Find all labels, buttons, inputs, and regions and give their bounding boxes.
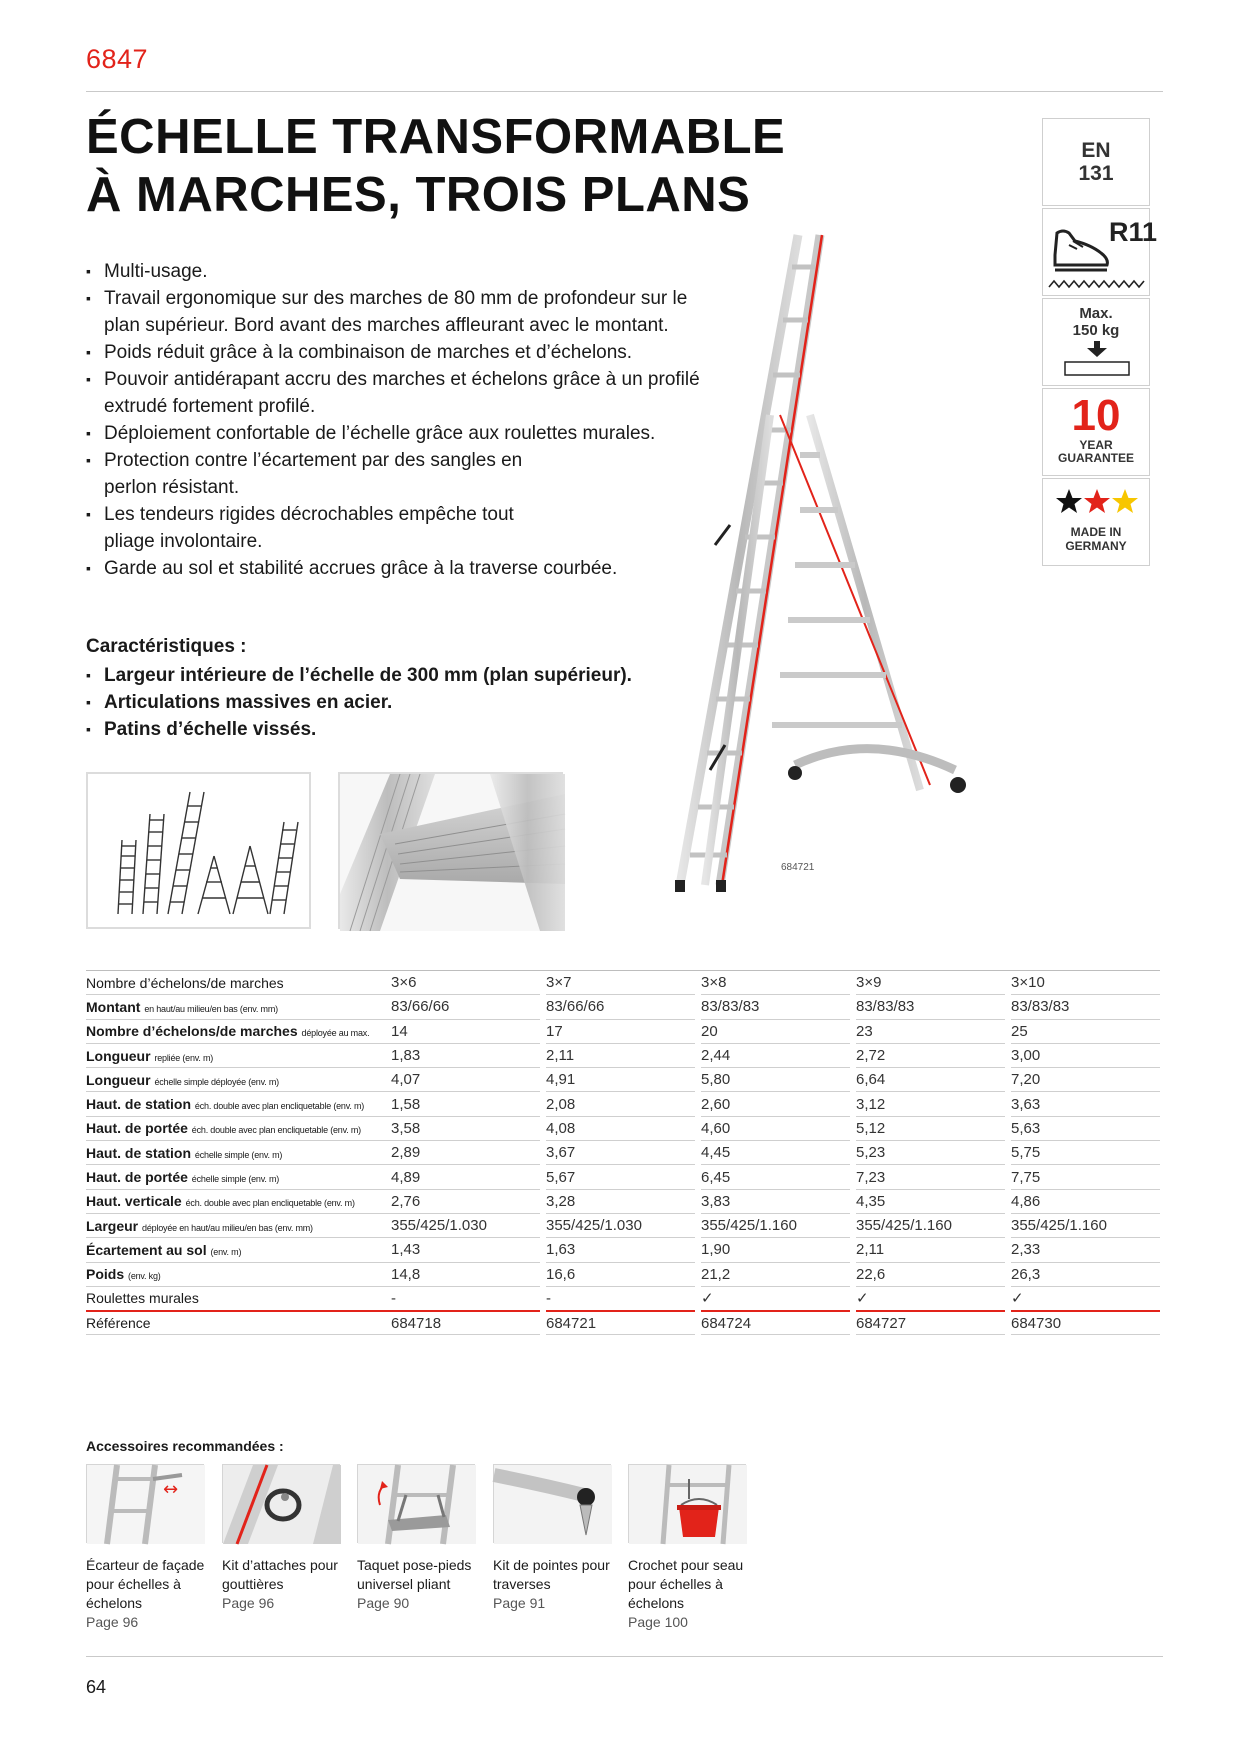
spec-value: ✓: [1011, 1286, 1160, 1310]
spec-value: 1,43: [391, 1238, 540, 1262]
accessories-title: Accessoires recommandées :: [86, 1438, 284, 1454]
spec-label-main: Largeur: [86, 1217, 139, 1234]
spec-label: [86, 995, 391, 1019]
spec-row: [86, 1141, 1160, 1165]
spec-label: [86, 1165, 391, 1189]
spec-value: 5,23: [856, 1141, 1005, 1165]
spec-label-main: Référence: [86, 1315, 151, 1332]
spec-row: [86, 1213, 1160, 1237]
accessory-item[interactable]: Kit d’attaches pour gouttières Page 96: [222, 1464, 350, 1613]
spec-label-qualifier: déployée en haut/au milieu/en bas (env. mm): [142, 1222, 313, 1233]
spec-value: 4,08: [546, 1116, 695, 1140]
spec-value: 83/83/83: [856, 995, 1005, 1019]
feature-item: ▪ Protection contre l’écartement par des sangles en perlon résistant.: [86, 447, 526, 501]
spec-value: 3×7: [546, 971, 695, 995]
page-number: 64: [86, 1677, 107, 1697]
spec-value: 4,07: [391, 1068, 540, 1092]
spec-label: [86, 1213, 391, 1237]
spec-value: 2,33: [1011, 1238, 1160, 1262]
spec-label-main: Haut. de station: [86, 1144, 192, 1161]
spec-value: 684730: [1011, 1311, 1160, 1335]
spec-row: [86, 1019, 1160, 1043]
made-in-germany-badge: MADE IN GERMANY: [1042, 478, 1150, 566]
characteristics-title: Caractéristiques :: [86, 636, 247, 657]
characteristic-item: ▪ Articulations massives en acier.: [86, 689, 632, 716]
three-stars-icon: [1043, 479, 1151, 519]
feature-item: ▪ Déploiement confortable de l’échelle grâce aux roulettes murales.: [86, 420, 726, 447]
spec-row: [86, 971, 1160, 995]
spec-value: 5,63: [1011, 1116, 1160, 1140]
spec-value: 2,76: [391, 1189, 540, 1213]
feature-list: [86, 258, 726, 582]
spec-value: 83/66/66: [546, 995, 695, 1019]
spec-value: 355/425/1.030: [546, 1213, 695, 1237]
accessory-item[interactable]: Kit de pointes pour traverses Page 91: [493, 1464, 621, 1613]
feature-item: ▪ Multi-usage.: [86, 258, 726, 285]
spec-row: [86, 1238, 1160, 1262]
spec-value: 25: [1011, 1019, 1160, 1043]
svg-text:↔: ↔: [163, 1479, 179, 1500]
spec-label-main: Poids: [86, 1266, 125, 1283]
spec-value: 2,11: [856, 1238, 1005, 1262]
spec-value: 3×10: [1011, 971, 1160, 995]
accessory-image-spike-kit: [493, 1464, 611, 1543]
spec-value: 5,75: [1011, 1141, 1160, 1165]
spec-value: 21,2: [701, 1262, 850, 1286]
spec-value: 355/425/1.160: [1011, 1213, 1160, 1237]
spec-value: 26,3: [1011, 1262, 1160, 1286]
feature-item: ▪ Pouvoir antidérapant accru des marches et échelons grâce à un profilé extrudé fortement profilé.: [86, 366, 726, 420]
spec-row: [86, 995, 1160, 1019]
spec-value: 1,90: [701, 1238, 850, 1262]
spec-value: 684724: [701, 1311, 850, 1335]
spec-label-main: Nombre d’échelons/de marches: [86, 974, 284, 991]
spec-label-main: Haut. de station: [86, 1096, 192, 1113]
characteristics-list: [86, 662, 632, 743]
spec-label-qualifier: en haut/au milieu/en bas (env. mm): [144, 1003, 278, 1014]
ladder-product-photo: [670, 225, 1070, 905]
spec-label-qualifier: échelle simple (env. m): [194, 1149, 283, 1160]
accessory-item[interactable]: Taquet pose-pieds universel pliant Page 90: [357, 1464, 485, 1613]
spec-label-qualifier: repliée (env. m): [154, 1052, 214, 1063]
r11-badge: [1042, 208, 1158, 296]
spec-value: 5,12: [856, 1116, 1005, 1140]
spec-row: [86, 1311, 1160, 1335]
spec-value: 1,63: [546, 1238, 695, 1262]
spec-label: [86, 1068, 391, 1092]
spec-value: 17: [546, 1019, 695, 1043]
svg-text:R11: R11: [1109, 217, 1158, 247]
spec-value: 7,75: [1011, 1165, 1160, 1189]
spec-row: [86, 1092, 1160, 1116]
spec-value: 7,23: [856, 1165, 1005, 1189]
spec-label-qualifier: (env. kg): [128, 1271, 161, 1282]
spec-value: 355/425/1.030: [391, 1213, 540, 1237]
spec-value: 83/83/83: [701, 995, 850, 1019]
spec-value: 4,89: [391, 1165, 540, 1189]
spec-value: 7,20: [1011, 1068, 1160, 1092]
spec-row: [86, 1165, 1160, 1189]
spec-label-main: Nombre d’échelons/de marches: [86, 1023, 298, 1040]
spec-label: [86, 1092, 391, 1116]
spec-value: 3×6: [391, 971, 540, 995]
spec-value: 5,67: [546, 1165, 695, 1189]
spec-row: [86, 1286, 1160, 1310]
safety-shoe-icon: [1043, 209, 1158, 297]
spec-value: 2,44: [701, 1043, 850, 1067]
page-title: [86, 108, 785, 224]
spec-label: [86, 1189, 391, 1213]
spec-value: 2,08: [546, 1092, 695, 1116]
spec-label-qualifier: éch. double avec plan encliquetable (env. m): [194, 1101, 365, 1112]
title-line-2: À MARCHES, TROIS PLANS: [86, 168, 751, 222]
spec-label: [86, 1019, 391, 1043]
spec-label: [86, 1116, 391, 1140]
max-load-badge: [1042, 298, 1150, 386]
spec-value: 23: [856, 1019, 1005, 1043]
certification-badges: [1042, 118, 1158, 568]
feature-item: ▪ Garde au sol et stabilité accrues grâce à la traverse courbée.: [86, 555, 726, 582]
spec-value: 4,60: [701, 1116, 850, 1140]
spec-value: 3×8: [701, 971, 850, 995]
spec-row: [86, 1116, 1160, 1140]
spec-value: 22,6: [856, 1262, 1005, 1286]
spec-value: 14: [391, 1019, 540, 1043]
spec-label: [86, 1286, 391, 1310]
spec-value: -: [546, 1286, 695, 1310]
characteristic-item: ▪ Largeur intérieure de l’échelle de 300 mm (plan supérieur).: [86, 662, 632, 689]
spec-value: 20: [701, 1019, 850, 1043]
top-divider: [86, 91, 1163, 92]
feature-item: ▪ Poids réduit grâce à la combinaison de marches et d’échelons.: [86, 339, 726, 366]
accessory-image-facade-spacer: [86, 1464, 204, 1543]
spec-value: ✓: [856, 1286, 1005, 1310]
spec-value: 3,67: [546, 1141, 695, 1165]
spec-value: 3×9: [856, 971, 1005, 995]
spec-value: 2,72: [856, 1043, 1005, 1067]
specification-table: [86, 970, 1160, 1335]
spec-value: ✓: [701, 1286, 850, 1310]
spec-value: 4,35: [856, 1189, 1005, 1213]
accessory-image-foot-rest: [357, 1464, 475, 1543]
spec-label: [86, 1262, 391, 1286]
spec-value: 1,83: [391, 1043, 540, 1067]
spec-value: 3,12: [856, 1092, 1005, 1116]
spec-value: 83/66/66: [391, 995, 540, 1019]
accessory-item[interactable]: Crochet pour seau pour échelles à échelons Page 100: [628, 1464, 756, 1632]
spec-label-main: Roulettes murales: [86, 1290, 199, 1307]
bottom-divider: [86, 1656, 1163, 1657]
down-arrow-icon: [1043, 339, 1151, 379]
spec-value: 4,91: [546, 1068, 695, 1092]
spec-label-qualifier: échelle simple déployée (env. m): [154, 1076, 279, 1087]
spec-value: 3,63: [1011, 1092, 1160, 1116]
product-code: 6847: [86, 44, 149, 74]
spec-row: [86, 1068, 1160, 1092]
guarantee-badge: 10 YEAR GUARANTEE: [1042, 388, 1150, 476]
spec-value: 1,58: [391, 1092, 540, 1116]
accessory-item[interactable]: ↔ Écarteur de façade pour échelles à échelons Page 96: [86, 1464, 214, 1632]
spec-label-qualifier: déployée au max.: [301, 1028, 370, 1039]
spec-row: [86, 1043, 1160, 1067]
spec-value: -: [391, 1286, 540, 1310]
spec-label-main: Longueur: [86, 1047, 151, 1064]
spec-label-qualifier: (env. m): [210, 1246, 242, 1257]
spec-label-main: Haut. de portée: [86, 1169, 188, 1186]
title-line-1: ÉCHELLE TRANSFORMABLE: [86, 110, 786, 164]
spec-label-main: Longueur: [86, 1071, 151, 1088]
spec-label: [86, 1238, 391, 1262]
spec-value: 3,58: [391, 1116, 540, 1140]
spec-value: 355/425/1.160: [701, 1213, 850, 1237]
ladder-configurations-image: [86, 772, 311, 929]
spec-value: 6,45: [701, 1165, 850, 1189]
spec-value: 684721: [546, 1311, 695, 1335]
spec-value: 2,89: [391, 1141, 540, 1165]
spec-value: 16,6: [546, 1262, 695, 1286]
accessory-image-bucket-hook: [628, 1464, 746, 1543]
spec-label-main: Écartement au sol: [86, 1241, 207, 1258]
spec-value: 3,28: [546, 1189, 695, 1213]
spec-label-main: Haut. verticale: [86, 1193, 182, 1210]
spec-value: 14,8: [391, 1262, 540, 1286]
spec-label-main: Haut. de portée: [86, 1120, 188, 1137]
spec-label: [86, 1141, 391, 1165]
spec-value: 355/425/1.160: [856, 1213, 1005, 1237]
spec-value: 4,45: [701, 1141, 850, 1165]
spec-label: [86, 971, 391, 995]
spec-label-qualifier: éch. double avec plan encliquetable (env. m): [191, 1125, 361, 1136]
max-load-label: Max. 150 kg: [1072, 305, 1120, 339]
photo-reference-number: 684721: [781, 862, 815, 873]
accessory-image-gutter-kit: [222, 1464, 340, 1543]
spec-label-main: Montant: [86, 998, 141, 1015]
spec-row: [86, 1262, 1160, 1286]
spec-value: 4,86: [1011, 1189, 1160, 1213]
spec-value: 684727: [856, 1311, 1005, 1335]
spec-label: [86, 1043, 391, 1067]
en131-badge: EN 131: [1042, 118, 1150, 206]
spec-value: 2,60: [701, 1092, 850, 1116]
spec-value: 3,83: [701, 1189, 850, 1213]
spec-value: 6,64: [856, 1068, 1005, 1092]
spec-label: [86, 1311, 391, 1335]
spec-value: 2,11: [546, 1043, 695, 1067]
spec-label-qualifier: éch. double avec plan encliquetable (env. m): [185, 1198, 355, 1209]
spec-value: 684718: [391, 1311, 540, 1335]
feature-item: ▪ Travail ergonomique sur des marches de 80 mm de profondeur sur le plan supérieur. Bord avant des marches affleurant avec le montant.: [86, 285, 726, 339]
characteristic-item: ▪ Patins d’échelle vissés.: [86, 716, 632, 743]
spec-row: [86, 1189, 1160, 1213]
spec-value: 5,80: [701, 1068, 850, 1092]
feature-item: ▪ Les tendeurs rigides décrochables empêche tout pliage involontaire.: [86, 501, 566, 555]
step-detail-image: [338, 772, 563, 929]
spec-value: 3,00: [1011, 1043, 1160, 1067]
spec-value: 83/83/83: [1011, 995, 1160, 1019]
spec-label-qualifier: échelle simple (env. m): [191, 1174, 280, 1185]
